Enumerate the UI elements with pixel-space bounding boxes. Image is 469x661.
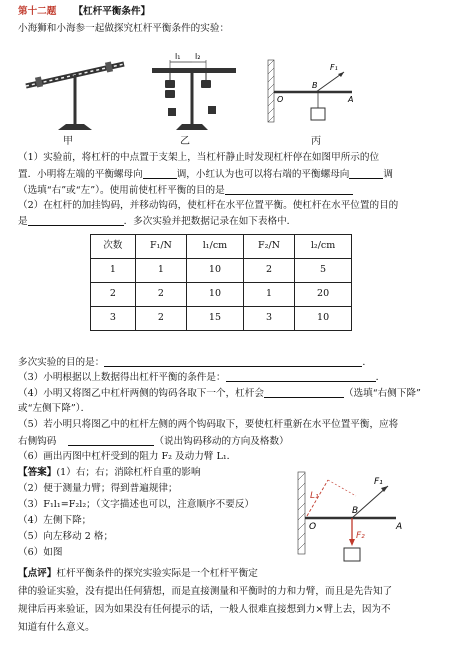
blank-q5[interactable] bbox=[68, 435, 154, 446]
review-line2: 律的验证实验，没有提出任何猜想，而是直接测量和平衡时的力和力臂，而且是先告知了 bbox=[18, 586, 393, 597]
label-o: O bbox=[277, 95, 284, 104]
left-weights bbox=[165, 73, 175, 98]
problem-tag: 【杠杆平衡条件】 bbox=[73, 6, 151, 17]
table-header-row: 次数 F₁/N l₁/cm F₂/N l₂/cm bbox=[91, 235, 352, 259]
answer-label-f1: F₁ bbox=[374, 477, 383, 487]
table-row: 3 2 15 3 10 bbox=[91, 307, 352, 331]
table-row: 2 2 10 1 20 bbox=[91, 283, 352, 307]
label-f1: F₁ bbox=[330, 63, 338, 72]
answer-line1: 【答案】(1）右；右；消除杠杆自重的影响 bbox=[18, 467, 201, 478]
label-a: A bbox=[348, 95, 354, 104]
blank-q4[interactable] bbox=[264, 387, 344, 398]
intro-text: 小海狮和小海参一起做探究杠杆平衡条件的实验： bbox=[18, 23, 230, 34]
figure-yi bbox=[148, 50, 240, 132]
q5-line2: 右侧钩码 （说出钩码移动的方向及格数） bbox=[18, 436, 289, 447]
blank-q2-purpose[interactable] bbox=[28, 215, 124, 226]
q3-line: （3）小明根据以上数据得出杠杆平衡的条件是： ． bbox=[18, 372, 386, 383]
caption-bing: 丙 bbox=[311, 136, 321, 147]
blank-q1-purpose[interactable] bbox=[225, 184, 353, 195]
right-weights bbox=[201, 73, 211, 88]
answer-line2: （2）便于测量力臂；得到普遍规律； bbox=[18, 483, 178, 494]
blank-q3[interactable] bbox=[226, 371, 376, 382]
answer-line5: （5）向左移动 2 格； bbox=[18, 531, 114, 542]
answer-line4: （4）左侧下降； bbox=[18, 515, 92, 526]
q1-line3: （选填“右”或“左”）。使用前使杠杆平衡的目的是 bbox=[18, 184, 353, 197]
answer-label-b: B bbox=[352, 506, 359, 516]
figure-bing bbox=[266, 58, 362, 134]
blank-q1-left[interactable] bbox=[143, 168, 177, 179]
figure-jia bbox=[20, 50, 130, 132]
q5-line1: （5）若小明只将图乙中的杠杆左侧的两个钩码取下，要使杠杆重新在水平位置平衡，应将 bbox=[18, 419, 399, 430]
problem-header bbox=[18, 6, 150, 18]
answer-label-f2: F₂ bbox=[356, 531, 365, 541]
stand-base bbox=[58, 124, 92, 130]
label-b: B bbox=[312, 81, 318, 90]
review-line3: 规律后再来验证，因为如果没有任何提示的话，一般人很难直接想到力×臂上去，因为不 bbox=[18, 604, 391, 615]
label-l2: l₂ bbox=[195, 52, 201, 61]
answer-label-a: A bbox=[396, 522, 403, 532]
blank-q1-right[interactable] bbox=[349, 168, 383, 179]
q1-line1: （1）实验前，将杠杆的中点置于支架上，当杠杆静止时发现杠杆停在如图甲所示的位 bbox=[18, 152, 380, 163]
q6-line: （6）画出丙图中杠杆受到的阻力 F₂ 及动力臂 L₁． bbox=[18, 451, 237, 462]
answer-label-o: O bbox=[309, 522, 317, 532]
table-row: 1 1 10 2 5 bbox=[91, 259, 352, 283]
data-table bbox=[90, 234, 352, 331]
answer-line3: （3）F₁l₁=F₂l₂；（文字描述也可以，注意顺序不要反） bbox=[18, 499, 255, 510]
q1-line2: 置．小明将左端的平衡螺母向 调，小红认为也可以将右端的平衡螺母向 调 bbox=[18, 169, 393, 180]
answer-line6: （6）如图 bbox=[18, 547, 63, 558]
blank-multi-purpose[interactable] bbox=[104, 356, 362, 367]
q4-line1: （4）小明又将图乙中杠杆两侧的钩码各取下一个，杠杆会 （选填“右侧下降” bbox=[18, 388, 421, 399]
answer-label: 【答案】 bbox=[18, 467, 57, 478]
review-line4: 知道有什么意义。 bbox=[18, 622, 95, 633]
caption-yi: 乙 bbox=[180, 136, 190, 147]
label-l1: l₁ bbox=[175, 52, 181, 61]
problem-number: 第十二题 bbox=[18, 6, 57, 17]
q2-line1: （2）在杠杆的加挂钩码，并移动钩码，使杠杆在水平位置平衡。使杠杆在水平位置的目的 bbox=[18, 200, 399, 211]
review-label: 【点评】 bbox=[18, 568, 57, 579]
review-line1: 【点评】杠杆平衡条件的探究实验实际是一个杠杆平衡定 bbox=[18, 568, 258, 579]
lever-level bbox=[152, 68, 236, 73]
multi-purpose-line: 多次实验的目的是： ． bbox=[18, 357, 372, 368]
q4-line2: 或“左侧下降”）． bbox=[18, 403, 91, 414]
q2-line2: 是 ．多次实验并把数据记录在如下表格中． bbox=[18, 216, 297, 227]
caption-jia: 甲 bbox=[63, 136, 73, 147]
answer-label-l1: L₁ bbox=[310, 491, 319, 501]
answer-figure bbox=[296, 466, 408, 566]
